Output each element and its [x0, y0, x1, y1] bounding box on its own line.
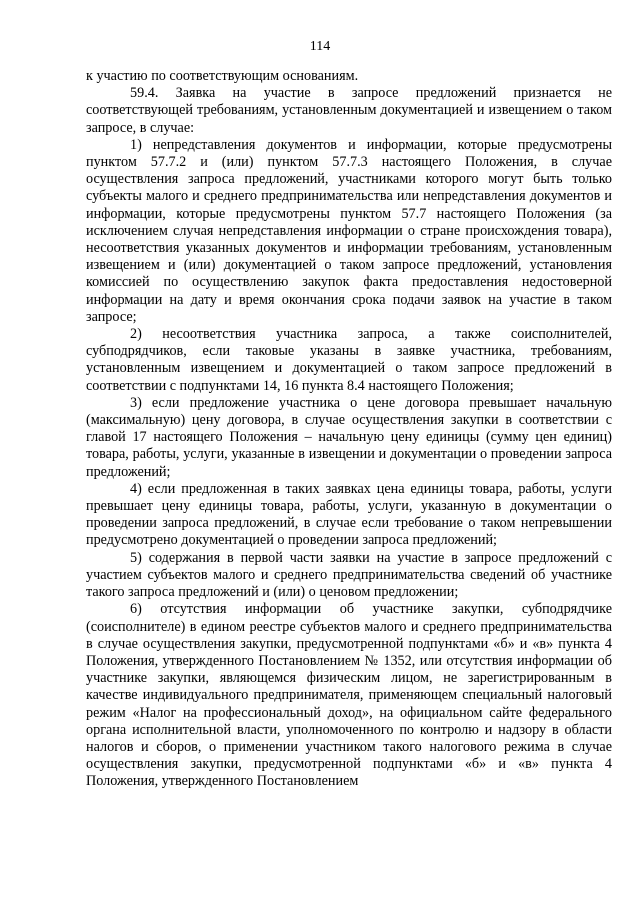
paragraph: 4) если предложенная в таких заявках цена единицы товара, работы, услуги превышает цену единицы товара, работы, услуги, указанную в документации о проведении запроса предложений, в случае если требование о таком непревышении предусмотрено документацией о проведении запроса предложений; [86, 480, 612, 549]
paragraph: 3) если предложение участника о цене договора превышает начальную (максимальную) цену договора, в случае осуществления закупки в соответствии с главой 17 настоящего Положения – начальную цену единицы (сумму цен единиц) товара, работы, услуги, указанные в извещении и документации о проведении запроса предложений; [86, 394, 612, 480]
paragraph: 2) несоответствия участника запроса, а также соисполнителей, субподрядчиков, если таковые указаны в заявке участника, требованиям, установленным извещением и документацией о таком запросе предложений в соответствии с подпунктами 14, 16 пункта 8.4 настоящего Положения; [86, 326, 612, 394]
page-number: 114 [309, 39, 331, 54]
paragraph: к участию по соответствующим основаниям. [86, 68, 359, 84]
document-body [86, 68, 612, 791]
paragraph: 1) непредставления документов и информации, которые предусмотрены пунктом 57.7.2 и (или) пунктом 57.7.3 настоящего Положения, в случае осуществления запроса предложений, участниками которого могут быть только субъекты малого и среднего предпринимательства или непредставления документов и информации, которые предусмотрены пунктом 57.7 настоящего Положения (за исключением случая непредставления информации о стране происхождения товара), несоответствия указанных документов и информации требованиям, установленным извещением и (или) документацией о таком запросе предложений, установления комиссией по осуществлению закупок факта предоставления недостоверной информации на дату и время окончания срока подачи заявок на участие в таком запросе; [86, 136, 612, 325]
paragraph: 59.4. Заявка на участие в запросе предложений признается не соответствующей требованиям, установленным документацией и извещением о таком запросе, в случае: [86, 85, 612, 136]
paragraph: 5) содержания в первой части заявки на участие в запросе предложений с участием субъектов малого и среднего предпринимательства сведений об участнике такого запроса предложений и (или) о ценовом предложении; [86, 549, 612, 601]
paragraph: 6) отсутствия информации об участнике закупки, субподрядчике (соисполнителе) в едином реестре субъектов малого и среднего предпринимательства в случае осуществления закупки, предусмотренной подпунктами «б» и «в» пункта 4 Положения, утвержденного Постановлением № 1352, или отсутствия информации об участнике закупки, являющемся физическим лицом, не зарегистрированным в качестве индивидуального предпринимателя, применяющем специальный налоговый режим «Налог на профессиональный доход», на официальном сайте федерального органа исполнительной власти, уполномоченного по контролю и надзору в области налогов и сборов, о применении участником такого налогового режима в случае осуществления закупки, предусмотренной подпунктами «б» и «в» пункта 4 Положения, утвержденного Постановлением [86, 601, 612, 790]
